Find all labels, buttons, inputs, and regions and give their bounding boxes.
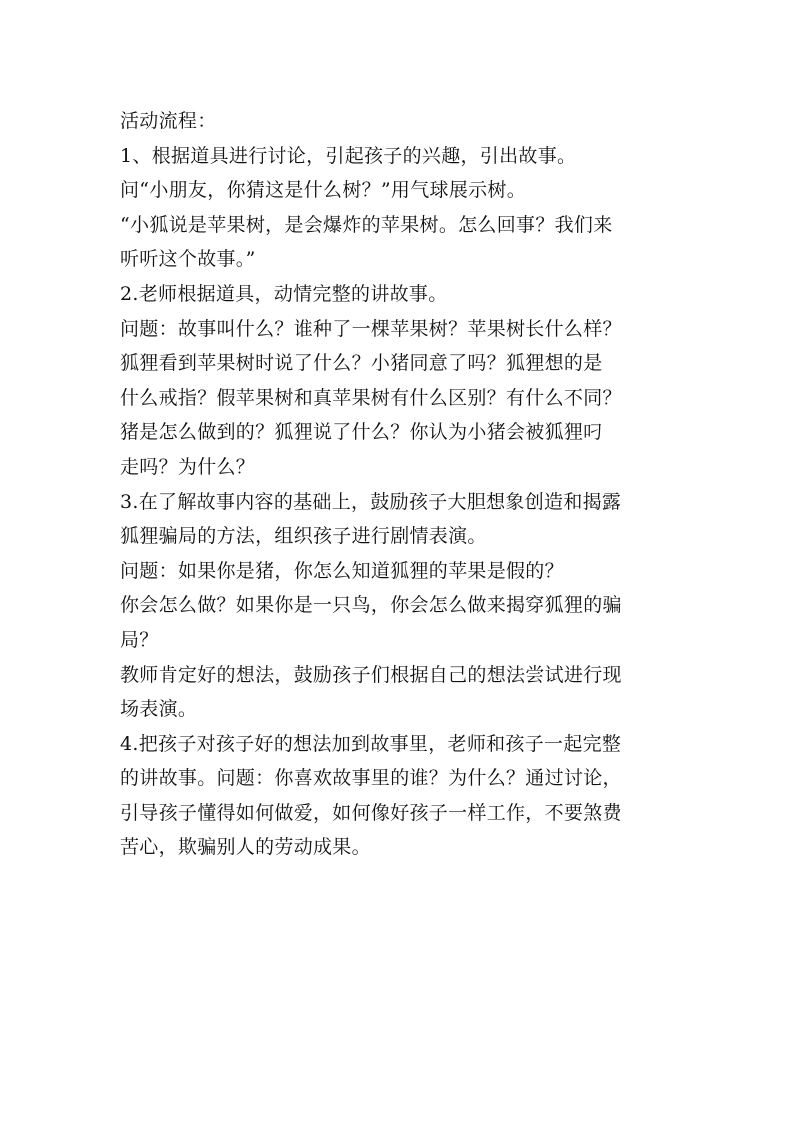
paragraph-line: 狐狸骗局的方法，组织孩子进行剧情表演。 bbox=[120, 525, 487, 548]
paragraph-line: 引导孩子懂得如何做爱，如何像好孩子一样工作，不要煞费 bbox=[120, 801, 622, 824]
paragraph-line: 走吗？为什么？ bbox=[120, 455, 256, 478]
paragraph-line: “小狐说是苹果树，是会爆炸的苹果树。怎么回事？我们来 bbox=[120, 213, 613, 236]
paragraph-line: 2.老师根据道具，动情完整的讲故事。 bbox=[120, 282, 448, 305]
paragraph-line: 狐狸看到苹果树时说了什么？小猪同意了吗？狐狸想的是 bbox=[120, 352, 603, 375]
paragraph-line: 什么戒指？假苹果树和真苹果树有什么区别？有什么不同？ bbox=[120, 386, 622, 409]
paragraph-line: 苦心，欺骗别人的劳动成果。 bbox=[120, 836, 371, 859]
paragraph-line: 问“小朋友，你猜这是什么树？”用气球展示树。 bbox=[120, 179, 527, 202]
paragraph-line: 问题：故事叫什么？谁种了一棵苹果树？苹果树长什么样？ bbox=[120, 317, 622, 340]
paragraph-line: 的讲故事。问题：你喜欢故事里的谁？为什么？通过讨论， bbox=[120, 767, 622, 790]
paragraph-line: 1、根据道具进行讨论，引起孩子的兴趣，引出故事。 bbox=[120, 144, 577, 167]
paragraph-line: 教师肯定好的想法，鼓励孩子们根据自己的想法尝试进行现 bbox=[120, 663, 622, 686]
paragraph-line: 猪是怎么做到的？狐狸说了什么？你认为小猪会被狐狸叼 bbox=[120, 421, 603, 444]
paragraph-line: 听听这个故事。” bbox=[120, 248, 256, 271]
paragraph-line: 问题：如果你是猪，你怎么知道狐狸的苹果是假的？ bbox=[120, 559, 564, 582]
paragraph-line: 场表演。 bbox=[120, 698, 198, 721]
paragraph-line: 3.在了解故事内容的基础上，鼓励孩子大胆想象创造和揭露 bbox=[120, 490, 622, 513]
document-body bbox=[120, 104, 694, 865]
section-heading: 活动流程： bbox=[120, 110, 217, 132]
paragraph-line: 局？ bbox=[120, 628, 159, 651]
paragraph-line: 4.把孩子对孩子好的想法加到故事里，老师和孩子一起完整 bbox=[120, 732, 622, 755]
paragraph-line: 你会怎么做？如果你是一只鸟，你会怎么做来揭穿狐狸的骗 bbox=[120, 594, 622, 617]
